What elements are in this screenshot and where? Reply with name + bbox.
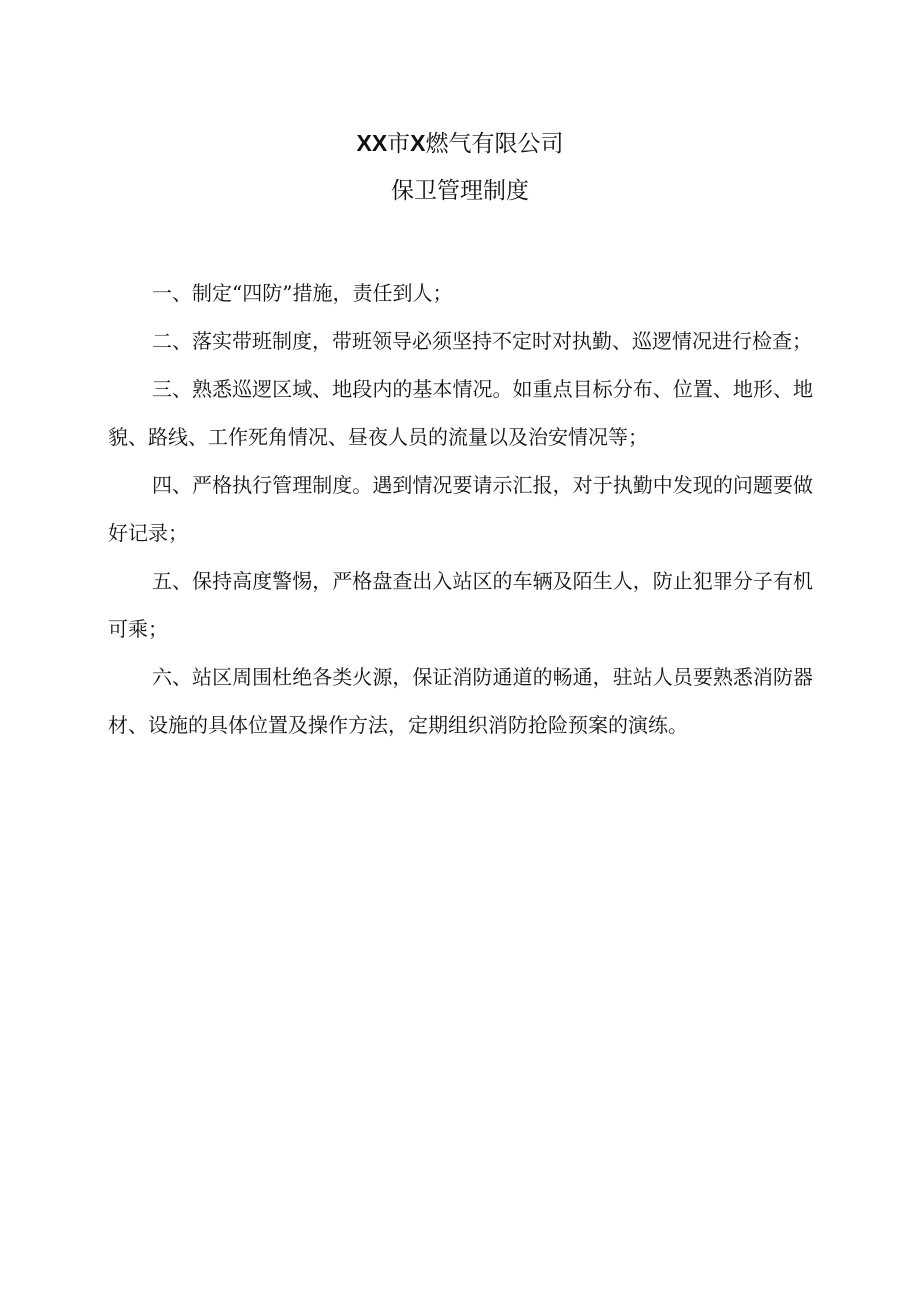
title-prefix: XX bbox=[356, 130, 388, 156]
paragraph-5: 五、保持高度警惕，严格盘查出入站区的车辆及陌生人，防止犯罪分子有机可乘； bbox=[108, 569, 813, 641]
paragraph-3: 三、熟悉巡逻区域、地段内的基本情况。如重点目标分布、位置、地形、地貌、路线、工作死角情况、昼夜人员的流量以及治安情况等； bbox=[108, 377, 813, 449]
document-title: 保卫管理制度 bbox=[391, 178, 529, 204]
title-company-name: 燃气有限公司 bbox=[425, 131, 564, 157]
paragraph-4: 四、严格执行管理制度。遇到情况要请示汇报，对于执勤中发现的问题要做好记录； bbox=[108, 473, 813, 545]
company-title bbox=[0, 128, 920, 159]
document-body bbox=[108, 269, 813, 749]
title-city: 市 bbox=[387, 131, 411, 157]
paragraph-1: 一、制定“四防”措施，责任到人； bbox=[152, 281, 453, 305]
title-marker: X bbox=[410, 130, 426, 156]
paragraph-2: 二、落实带班制度，带班领导必须坚持不定时对执勤、巡逻情况进行检查； bbox=[152, 329, 812, 353]
paragraph-6: 六、站区周围杜绝各类火源，保证消防通道的畅通，驻站人员要熟悉消防器材、设施的具体位置及操作方法，定期组织消防抢险预案的演练。 bbox=[108, 665, 813, 737]
